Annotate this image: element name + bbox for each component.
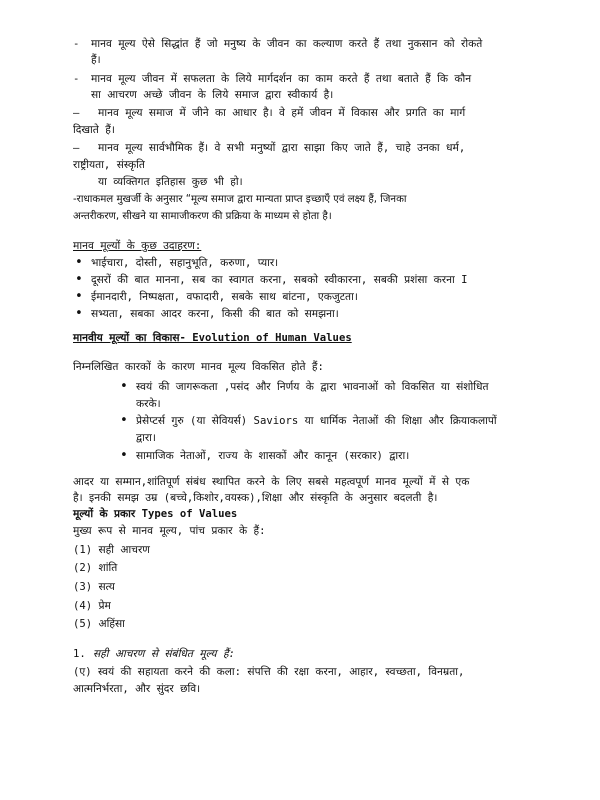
section-1-line-1: (ए) स्वयं की सहायता करने की कला: संपत्ति की रक्षा करना, आहार, स्वच्छता, विनम्रता,: [73, 666, 465, 678]
type-item-1: (1) सही आचरण: [73, 544, 150, 556]
intro-point-4-line-1: मानव मूल्य सार्वभौमिक हैं। वे सभी मनुष्यों द्वारा साझा किए जाते हैं, चाहे उनका धर्म,: [98, 142, 466, 154]
evolution-paragraph-line-1: आदर या सम्मान,शांतिपूर्ण संबंध स्थापित करने के लिए सबसे महत्वपूर्ण मानव मूल्यों में से एक: [73, 476, 470, 488]
intro-point-4-line-3: या व्यक्तिगत इतिहास कुछ भी हो।: [98, 176, 243, 188]
section-1-line-2: आत्मनिर्भरता, और सुंदर छवि।: [73, 683, 201, 695]
intro-point-1-line-2: हैं।: [91, 54, 101, 66]
type-item-2: (2) शांति: [73, 562, 118, 574]
intro-point-3-line-1: मानव मूल्य समाज में जीने का आधार है। वे हमें जीवन में विकास और प्रगति का मार्ग: [98, 107, 466, 119]
example-item-3: • ईमानदारी, निष्पक्षता, वफादारी, सबके साथ बांटना, एकजुटता।: [91, 289, 358, 305]
intro-point-3-line-2: दिखाते हैं।: [73, 124, 115, 136]
evolution-intro: निम्नलिखित कारकों के कारण मानव मूल्य विकसित होते हैं:: [73, 361, 324, 373]
evolution-heading: मानवीय मूल्यों का विकास- Evolution of Human Values: [73, 332, 352, 344]
type-item-4: (4) प्रेम: [73, 600, 111, 612]
evolution-item-1-line-2: करके।: [136, 398, 161, 410]
intro-point-2-line-2: सा आचरण अच्छे जीवन के लिये समाज द्वारा स्वीकार्य है।: [91, 89, 334, 101]
intro-point-1-marker: -: [73, 38, 80, 50]
evolution-item-2-line-1: • प्रेसेप्टर्स गुरु (या सेवियर्स) Saviors या धार्मिक नेताओं की शिक्षा और क्रियाकलापों: [136, 413, 497, 429]
evolution-item-2-line-2: द्वारा।: [136, 432, 156, 444]
quote-line-2: अन्तरीकरण, सीखने या सामाजीकरण की प्रक्रिया के माध्यम से होता है।: [73, 211, 332, 222]
evolution-item-3-line-1: • सामाजिक नेताओं, राज्य के शासकों और कानून (सरकार) द्वारा।: [136, 448, 409, 464]
intro-point-4-line-2: राष्ट्रीयता, संस्कृति: [73, 159, 145, 171]
intro-point-2-line-1: मानव मूल्य जीवन में सफलता के लिये मार्गदर्शन का काम करते हैं तथा बताते हैं कि कौन: [91, 73, 472, 85]
example-item-2: • दूसरों की बात मानना, सब का स्वागत करना, सबको स्वीकारना, सबकी प्रशंसा करना I: [91, 272, 468, 288]
types-intro: मुख्य रूप से मानव मूल्य, पांच प्रकार के हैं:: [73, 525, 266, 537]
example-item-1: • भाईचारा, दोस्ती, सहानुभूति, करुणा, प्यार।: [91, 255, 278, 271]
intro-point-1-line-1: मानव मूल्य ऐसे सिद्धांत हैं जो मनुष्य के जीवन का कल्याण करते हैं तथा नुकसान को रोकते: [91, 38, 483, 50]
type-item-5: (5) अहिंसा: [73, 618, 125, 630]
type-item-3: (3) सत्य: [73, 581, 115, 593]
section-1-number: 1.: [73, 648, 86, 660]
evolution-paragraph-line-2: है। इनकी समझ उम्र (बच्चे,किशोर,वयस्क),शिक्षा और संस्कृति के अनुसार बदलती है।: [73, 492, 438, 504]
quote-line-1: -राधाकमल मुखर्जी के अनुसार “मूल्य समाज द्वारा मान्यता प्राप्त इच्छाएँ एवं लक्ष्य हैं, जिनका: [73, 194, 407, 205]
intro-point-4-marker: –: [73, 142, 80, 154]
types-heading: मूल्यों के प्रकार Types of Values: [73, 508, 238, 520]
intro-point-3-marker: –: [73, 107, 80, 119]
examples-heading: मानव मूल्यों के कुछ उदाहरण:: [73, 240, 202, 252]
section-1-title: सही आचरण से संबंधित मूल्य हैं:: [93, 648, 235, 660]
intro-point-2-marker: -: [73, 73, 80, 85]
evolution-item-1-line-1: • स्वयं की जागरूकता ,पसंद और निर्णय के द्वारा भावनाओं को विकसित या संशोधित: [136, 379, 489, 395]
example-item-4: • सभ्यता, सबका आदर करना, किसी की बात को समझना।: [91, 306, 339, 322]
